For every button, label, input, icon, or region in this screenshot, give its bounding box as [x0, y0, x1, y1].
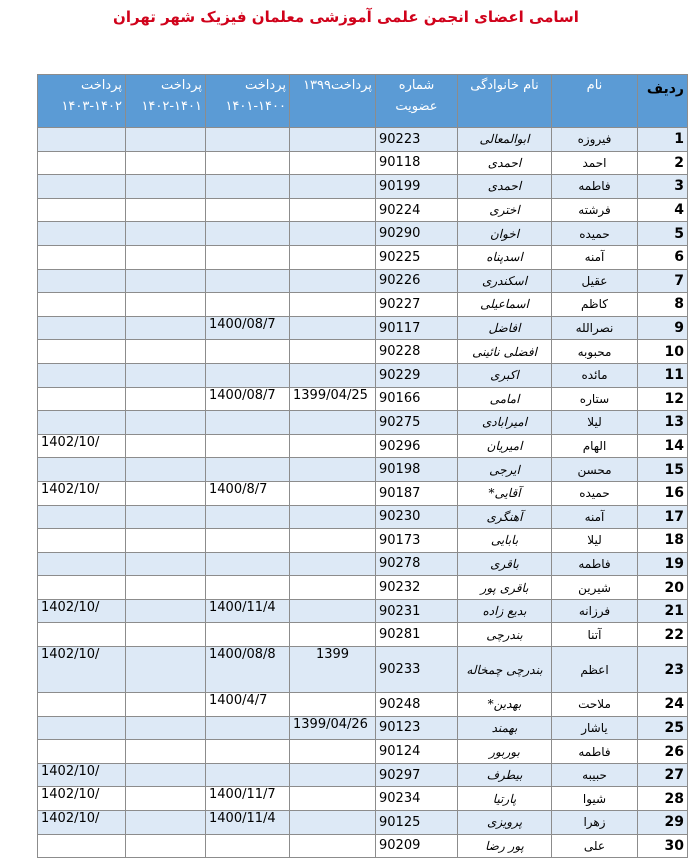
payment-1401-cell: [126, 434, 206, 458]
payment-1402-cell: [38, 293, 126, 317]
member-number-cell: 90124: [376, 740, 458, 764]
payment-1402-cell: [38, 411, 126, 435]
table-row: [38, 411, 688, 435]
payment-1401-cell: [126, 245, 206, 269]
payment-1399-cell: [290, 693, 376, 717]
table-row: [38, 763, 688, 787]
row-number: 17: [638, 505, 688, 529]
table-row: [38, 269, 688, 293]
payment-1399-cell: [290, 198, 376, 222]
header-pay-1400-line1: پرداخت: [245, 78, 286, 93]
payment-1400-cell: [206, 834, 290, 858]
payment-1402-cell: [38, 529, 126, 553]
header-name: نام: [552, 75, 638, 128]
payment-1399-cell: 1399/04/26: [290, 716, 376, 740]
payment-1402-cell: [38, 458, 126, 482]
payment-1400-cell: [206, 293, 290, 317]
table-row: [38, 458, 688, 482]
payment-1402-cell: [38, 175, 126, 199]
payment-1399-cell: [290, 293, 376, 317]
payment-1402-cell: [38, 245, 126, 269]
header-pay-1401: [126, 75, 206, 128]
first-name-cell: ملاحت: [552, 693, 638, 717]
last-name-cell: اسدپناه: [458, 245, 552, 269]
first-name-cell: شیوا: [552, 787, 638, 811]
row-number: 1: [638, 128, 688, 152]
table-row: [38, 175, 688, 199]
payment-1399-cell: [290, 411, 376, 435]
first-name-cell: آتنا: [552, 623, 638, 647]
payment-1402-cell: [38, 693, 126, 717]
payment-1400-cell: [206, 175, 290, 199]
payment-1400-cell: [206, 505, 290, 529]
row-number: 4: [638, 198, 688, 222]
table-row: [38, 623, 688, 647]
payment-1401-cell: [126, 128, 206, 152]
last-name-cell: بوربور: [458, 740, 552, 764]
first-name-cell: ستاره: [552, 387, 638, 411]
header-pay-1402: [38, 75, 126, 128]
table-row: [38, 245, 688, 269]
row-number: 8: [638, 293, 688, 317]
payment-1402-cell: 1402/10/: [38, 599, 126, 623]
last-name-cell: اسکندری: [458, 269, 552, 293]
payment-1402-cell: [38, 269, 126, 293]
row-number: 28: [638, 787, 688, 811]
payment-1402-cell: [38, 198, 126, 222]
header-member-line2: عضویت: [395, 99, 438, 114]
payment-1401-cell: [126, 198, 206, 222]
first-name-cell: محسن: [552, 458, 638, 482]
payment-1400-cell: [206, 151, 290, 175]
last-name-cell: افاضل: [458, 316, 552, 340]
header-pay-1400-line2: ۱۴۰۱-۱۴۰۰: [225, 99, 286, 114]
table-row: [38, 811, 688, 835]
last-name-cell: بندرچی: [458, 623, 552, 647]
first-name-cell: یاشار: [552, 716, 638, 740]
table-row: [38, 599, 688, 623]
first-name-cell: محبوبه: [552, 340, 638, 364]
payment-1401-cell: [126, 175, 206, 199]
payment-1399-cell: [290, 340, 376, 364]
table-row: [38, 740, 688, 764]
payment-1400-cell: [206, 716, 290, 740]
payment-1399-cell: [290, 128, 376, 152]
row-number: 21: [638, 599, 688, 623]
payment-1401-cell: [126, 787, 206, 811]
payment-1401-cell: [126, 458, 206, 482]
member-number-cell: 90233: [376, 647, 458, 693]
row-number: 29: [638, 811, 688, 835]
member-number-cell: 90125: [376, 811, 458, 835]
payment-1400-cell: [206, 458, 290, 482]
payment-1402-cell: [38, 316, 126, 340]
payment-1400-cell: [206, 623, 290, 647]
payment-1402-cell: [38, 222, 126, 246]
member-number-cell: 90187: [376, 481, 458, 505]
member-number-cell: 90230: [376, 505, 458, 529]
table-row: [38, 552, 688, 576]
payment-1402-cell: 1402/10/: [38, 763, 126, 787]
last-name-cell: باقری پور: [458, 576, 552, 600]
page-title: اسامی اعضای انجمن علمی آموزشی معلمان فیزیک شهر تهران: [113, 8, 579, 26]
payment-1400-cell: [206, 198, 290, 222]
member-number-cell: 90173: [376, 529, 458, 553]
last-name-cell: اخوان: [458, 222, 552, 246]
member-number-cell: 90297: [376, 763, 458, 787]
member-number-cell: 90199: [376, 175, 458, 199]
last-name-cell: احمدی: [458, 175, 552, 199]
table-row: [38, 481, 688, 505]
first-name-cell: اعظم: [552, 647, 638, 693]
last-name-cell: باقری: [458, 552, 552, 576]
payment-1401-cell: [126, 599, 206, 623]
payment-1400-cell: [206, 529, 290, 553]
table-body: [38, 128, 688, 858]
payment-1399-cell: [290, 434, 376, 458]
payment-1401-cell: [126, 740, 206, 764]
row-number: 25: [638, 716, 688, 740]
payment-1401-cell: [126, 834, 206, 858]
payment-1402-cell: [38, 363, 126, 387]
row-number: 27: [638, 763, 688, 787]
header-pay-1401-line1: پرداخت: [161, 78, 202, 93]
payment-1400-cell: 1400/08/7: [206, 387, 290, 411]
row-number: 23: [638, 647, 688, 693]
table-row: [38, 529, 688, 553]
payment-1400-cell: 1400/08/8: [206, 647, 290, 693]
payment-1402-cell: [38, 576, 126, 600]
member-number-cell: 90232: [376, 576, 458, 600]
payment-1399-cell: [290, 458, 376, 482]
row-number: 9: [638, 316, 688, 340]
first-name-cell: آمنه: [552, 245, 638, 269]
member-number-cell: 90231: [376, 599, 458, 623]
payment-1401-cell: [126, 151, 206, 175]
payment-1400-cell: 1400/4/7: [206, 693, 290, 717]
member-number-cell: 90166: [376, 387, 458, 411]
payment-1402-cell: [38, 740, 126, 764]
payment-1401-cell: [126, 340, 206, 364]
member-number-cell: 90226: [376, 269, 458, 293]
last-name-cell: ایرجی: [458, 458, 552, 482]
last-name-cell: اسماعیلی: [458, 293, 552, 317]
row-number: 22: [638, 623, 688, 647]
payment-1402-cell: [38, 151, 126, 175]
table-row: [38, 198, 688, 222]
payment-1402-cell: [38, 128, 126, 152]
row-number: 14: [638, 434, 688, 458]
payment-1399-cell: [290, 245, 376, 269]
first-name-cell: کاظم: [552, 293, 638, 317]
payment-1402-cell: [38, 387, 126, 411]
payment-1399-cell: [290, 363, 376, 387]
last-name-cell: امیریان: [458, 434, 552, 458]
table-row: [38, 222, 688, 246]
first-name-cell: فرشته: [552, 198, 638, 222]
first-name-cell: آمنه: [552, 505, 638, 529]
table-row: [38, 316, 688, 340]
member-number-cell: 90278: [376, 552, 458, 576]
row-number: 3: [638, 175, 688, 199]
payment-1402-cell: 1402/10/: [38, 811, 126, 835]
row-number: 5: [638, 222, 688, 246]
member-number-cell: 90229: [376, 363, 458, 387]
table-row: [38, 576, 688, 600]
table-row: [38, 293, 688, 317]
payment-1401-cell: [126, 481, 206, 505]
last-name-cell: بدیع زاده: [458, 599, 552, 623]
row-number: 24: [638, 693, 688, 717]
payment-1402-cell: [38, 834, 126, 858]
table-row: [38, 647, 688, 693]
first-name-cell: لیلا: [552, 411, 638, 435]
payment-1401-cell: [126, 576, 206, 600]
first-name-cell: حبیبه: [552, 763, 638, 787]
last-name-cell: پور رضا: [458, 834, 552, 858]
payment-1401-cell: [126, 763, 206, 787]
member-number-cell: 90123: [376, 716, 458, 740]
last-name-cell: اکبری: [458, 363, 552, 387]
row-number: 30: [638, 834, 688, 858]
last-name-cell: پارتیا: [458, 787, 552, 811]
payment-1399-cell: [290, 175, 376, 199]
row-number: 19: [638, 552, 688, 576]
row-number: 11: [638, 363, 688, 387]
payment-1401-cell: [126, 693, 206, 717]
payment-1401-cell: [126, 811, 206, 835]
table-row: [38, 834, 688, 858]
payment-1401-cell: [126, 316, 206, 340]
payment-1400-cell: 1400/11/7: [206, 787, 290, 811]
payment-1400-cell: [206, 576, 290, 600]
last-name-cell: امامی: [458, 387, 552, 411]
payment-1399-cell: 1399/04/25: [290, 387, 376, 411]
payment-1399-cell: [290, 151, 376, 175]
member-number-cell: 90225: [376, 245, 458, 269]
payment-1400-cell: [206, 245, 290, 269]
last-name-cell: بیطرف: [458, 763, 552, 787]
member-number-cell: 90296: [376, 434, 458, 458]
header-member-line1: شماره: [398, 78, 435, 93]
member-number-cell: 90281: [376, 623, 458, 647]
first-name-cell: لیلا: [552, 529, 638, 553]
last-name-cell: آهنگری: [458, 505, 552, 529]
last-name-cell: افضلی نائینی: [458, 340, 552, 364]
member-number-cell: 90117: [376, 316, 458, 340]
payment-1400-cell: [206, 340, 290, 364]
member-number-cell: 90248: [376, 693, 458, 717]
first-name-cell: نصرالله: [552, 316, 638, 340]
payment-1400-cell: [206, 363, 290, 387]
payment-1400-cell: 1400/8/7: [206, 481, 290, 505]
last-name-cell: آقایی*: [458, 481, 552, 505]
payment-1399-cell: [290, 269, 376, 293]
row-number: 12: [638, 387, 688, 411]
last-name-cell: امیرابادی: [458, 411, 552, 435]
row-number: 10: [638, 340, 688, 364]
row-number: 13: [638, 411, 688, 435]
table-row: [38, 716, 688, 740]
first-name-cell: حمیده: [552, 481, 638, 505]
payment-1399-cell: [290, 552, 376, 576]
table-row: [38, 505, 688, 529]
first-name-cell: فرزانه: [552, 599, 638, 623]
last-name-cell: بابایی: [458, 529, 552, 553]
payment-1401-cell: [126, 623, 206, 647]
payment-1399-cell: [290, 787, 376, 811]
first-name-cell: مائده: [552, 363, 638, 387]
payment-1400-cell: [206, 269, 290, 293]
header-radif: ردیف: [638, 75, 688, 128]
first-name-cell: فیروزه: [552, 128, 638, 152]
payment-1402-cell: 1402/10/: [38, 434, 126, 458]
payment-1400-cell: [206, 740, 290, 764]
last-name-cell: بهمند: [458, 716, 552, 740]
first-name-cell: احمد: [552, 151, 638, 175]
payment-1401-cell: [126, 411, 206, 435]
payment-1402-cell: [38, 623, 126, 647]
row-number: 15: [638, 458, 688, 482]
payment-1400-cell: [206, 763, 290, 787]
row-number: 18: [638, 529, 688, 553]
payment-1399-cell: [290, 623, 376, 647]
payment-1399-cell: [290, 811, 376, 835]
first-name-cell: فاطمه: [552, 740, 638, 764]
payment-1401-cell: [126, 529, 206, 553]
last-name-cell: بهدین*: [458, 693, 552, 717]
payment-1400-cell: 1400/08/7: [206, 316, 290, 340]
payment-1399-cell: [290, 834, 376, 858]
table-row: [38, 363, 688, 387]
row-number: 2: [638, 151, 688, 175]
row-number: 6: [638, 245, 688, 269]
table-row: [38, 340, 688, 364]
first-name-cell: فاطمه: [552, 175, 638, 199]
table-row: [38, 128, 688, 152]
last-name-cell: احمدی: [458, 151, 552, 175]
payment-1400-cell: [206, 411, 290, 435]
payment-1402-cell: 1402/10/: [38, 481, 126, 505]
payment-1401-cell: [126, 387, 206, 411]
row-number: 16: [638, 481, 688, 505]
member-number-cell: 90118: [376, 151, 458, 175]
row-number: 26: [638, 740, 688, 764]
payment-1400-cell: [206, 434, 290, 458]
payment-1399-cell: [290, 599, 376, 623]
member-number-cell: 90209: [376, 834, 458, 858]
last-name-cell: پرویزی: [458, 811, 552, 835]
header-pay-1399: پرداخت۱۳۹۹: [290, 75, 376, 128]
payment-1400-cell: [206, 128, 290, 152]
payment-1401-cell: [126, 552, 206, 576]
payment-1399-cell: [290, 529, 376, 553]
first-name-cell: شیرین: [552, 576, 638, 600]
last-name-cell: بندرچی چمخاله: [458, 647, 552, 693]
payment-1401-cell: [126, 222, 206, 246]
payment-1401-cell: [126, 293, 206, 317]
payment-1399-cell: [290, 576, 376, 600]
header-pay-1402-line2: ۱۴۰۳-۱۴۰۲: [61, 99, 122, 114]
payment-1401-cell: [126, 647, 206, 693]
payment-1400-cell: [206, 222, 290, 246]
header-member-number: [376, 75, 458, 128]
table-row: [38, 387, 688, 411]
payment-1400-cell: 1400/11/4: [206, 599, 290, 623]
header-pay-1402-line1: پرداخت: [81, 78, 122, 93]
first-name-cell: عقیل: [552, 269, 638, 293]
table-header-row: [38, 75, 688, 128]
payment-1401-cell: [126, 269, 206, 293]
payment-1400-cell: [206, 552, 290, 576]
payment-1401-cell: [126, 505, 206, 529]
table-row: [38, 151, 688, 175]
member-number-cell: 90224: [376, 198, 458, 222]
payment-1400-cell: 1400/11/4: [206, 811, 290, 835]
header-family: نام خانوادگی: [458, 75, 552, 128]
payment-1401-cell: [126, 363, 206, 387]
table-row: [38, 787, 688, 811]
header-pay-1401-line2: ۱۴۰۲-۱۴۰۱: [141, 99, 202, 114]
member-number-cell: 90290: [376, 222, 458, 246]
payment-1402-cell: 1402/10/: [38, 787, 126, 811]
table-row: [38, 693, 688, 717]
payment-1399-cell: [290, 316, 376, 340]
member-number-cell: 90228: [376, 340, 458, 364]
first-name-cell: الهام: [552, 434, 638, 458]
member-number-cell: 90223: [376, 128, 458, 152]
payment-1402-cell: [38, 716, 126, 740]
member-number-cell: 90198: [376, 458, 458, 482]
member-number-cell: 90227: [376, 293, 458, 317]
header-pay-1400: [206, 75, 290, 128]
member-number-cell: 90275: [376, 411, 458, 435]
members-table: [37, 74, 688, 858]
first-name-cell: زهرا: [552, 811, 638, 835]
payment-1399-cell: [290, 222, 376, 246]
first-name-cell: فاطمه: [552, 552, 638, 576]
member-number-cell: 90234: [376, 787, 458, 811]
payment-1399-cell: [290, 763, 376, 787]
payment-1399-cell: [290, 740, 376, 764]
first-name-cell: حمیده: [552, 222, 638, 246]
row-number: 7: [638, 269, 688, 293]
last-name-cell: اختری: [458, 198, 552, 222]
payment-1399-cell: [290, 481, 376, 505]
first-name-cell: علی: [552, 834, 638, 858]
row-number: 20: [638, 576, 688, 600]
payment-1399-cell: 1399: [290, 647, 376, 693]
payment-1402-cell: [38, 505, 126, 529]
last-name-cell: ابوالمعالی: [458, 128, 552, 152]
payment-1402-cell: 1402/10/: [38, 647, 126, 693]
payment-1402-cell: [38, 552, 126, 576]
table-row: [38, 434, 688, 458]
payment-1402-cell: [38, 340, 126, 364]
payment-1399-cell: [290, 505, 376, 529]
payment-1401-cell: [126, 716, 206, 740]
